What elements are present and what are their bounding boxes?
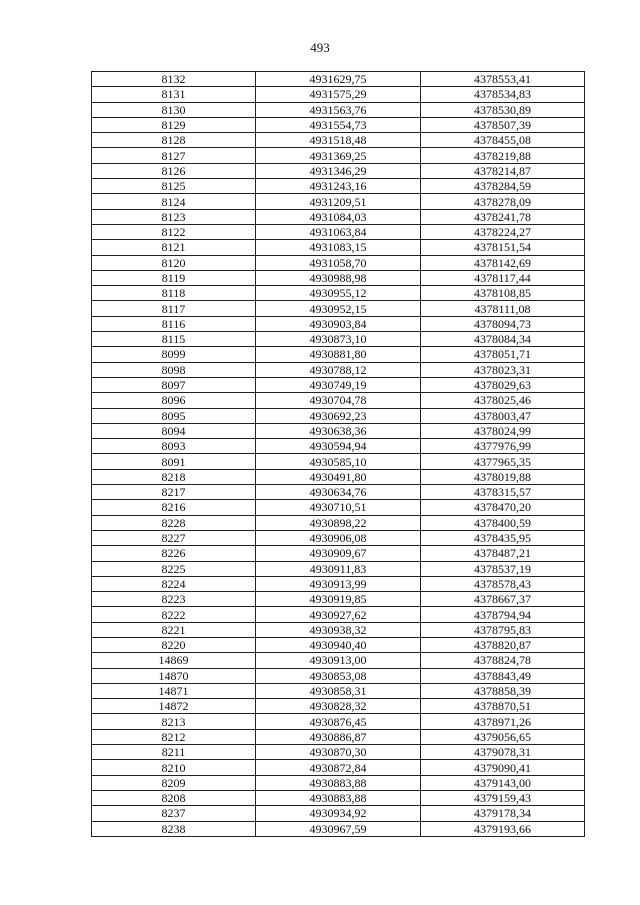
point-number-cell: 8222 — [92, 607, 256, 622]
point-number-cell: 8237 — [92, 806, 256, 821]
x-coordinate-cell: 4930881,80 — [256, 347, 421, 362]
x-coordinate-cell: 4931346,29 — [256, 163, 421, 178]
x-coordinate-cell: 4931209,51 — [256, 194, 421, 209]
point-number-cell: 8118 — [92, 286, 256, 301]
coordinates-table — [91, 71, 585, 837]
table-row — [92, 592, 585, 607]
x-coordinate-cell: 4930952,15 — [256, 301, 421, 316]
point-number-cell: 8225 — [92, 561, 256, 576]
x-coordinate-cell: 4931554,73 — [256, 117, 421, 132]
x-coordinate-cell: 4930909,67 — [256, 546, 421, 561]
x-coordinate-cell: 4930828,32 — [256, 699, 421, 714]
x-coordinate-cell: 4930913,00 — [256, 653, 421, 668]
table-row — [92, 729, 585, 744]
y-coordinate-cell: 4378284,59 — [421, 179, 585, 194]
table-row — [92, 485, 585, 500]
point-number-cell: 8238 — [92, 821, 256, 836]
point-number-cell: 8097 — [92, 377, 256, 392]
y-coordinate-cell: 4379159,43 — [421, 790, 585, 805]
x-coordinate-cell: 4930704,78 — [256, 393, 421, 408]
x-coordinate-cell: 4930913,99 — [256, 576, 421, 591]
x-coordinate-cell: 4930988,98 — [256, 270, 421, 285]
table-row — [92, 439, 585, 454]
table-row — [92, 561, 585, 576]
x-coordinate-cell: 4930927,62 — [256, 607, 421, 622]
point-number-cell: 8091 — [92, 454, 256, 469]
table-row — [92, 515, 585, 530]
y-coordinate-cell: 4377976,99 — [421, 439, 585, 454]
point-number-cell: 8123 — [92, 209, 256, 224]
x-coordinate-cell: 4930585,10 — [256, 454, 421, 469]
table-row — [92, 576, 585, 591]
table-row — [92, 286, 585, 301]
x-coordinate-cell: 4930934,92 — [256, 806, 421, 821]
y-coordinate-cell: 4378025,46 — [421, 393, 585, 408]
y-coordinate-cell: 4378214,87 — [421, 163, 585, 178]
point-number-cell: 8217 — [92, 485, 256, 500]
y-coordinate-cell: 4378534,83 — [421, 87, 585, 102]
point-number-cell: 8124 — [92, 194, 256, 209]
x-coordinate-cell: 4930491,80 — [256, 469, 421, 484]
point-number-cell: 8117 — [92, 301, 256, 316]
table-row — [92, 117, 585, 132]
point-number-cell: 8126 — [92, 163, 256, 178]
point-number-cell: 8132 — [92, 72, 256, 87]
point-number-cell: 8130 — [92, 102, 256, 117]
point-number-cell: 8099 — [92, 347, 256, 362]
y-coordinate-cell: 4378142,69 — [421, 255, 585, 270]
x-coordinate-cell: 4930710,51 — [256, 500, 421, 515]
table-row — [92, 240, 585, 255]
x-coordinate-cell: 4931369,25 — [256, 148, 421, 163]
y-coordinate-cell: 4378870,51 — [421, 699, 585, 714]
point-number-cell: 8210 — [92, 760, 256, 775]
y-coordinate-cell: 4378530,89 — [421, 102, 585, 117]
point-number-cell: 8125 — [92, 179, 256, 194]
table-row — [92, 454, 585, 469]
x-coordinate-cell: 4930898,22 — [256, 515, 421, 530]
point-number-cell: 14869 — [92, 653, 256, 668]
table-row — [92, 255, 585, 270]
point-number-cell: 8224 — [92, 576, 256, 591]
x-coordinate-cell: 4930858,31 — [256, 683, 421, 698]
table-row — [92, 408, 585, 423]
x-coordinate-cell: 4931063,84 — [256, 224, 421, 239]
y-coordinate-cell: 4378224,27 — [421, 224, 585, 239]
y-coordinate-cell: 4378003,47 — [421, 408, 585, 423]
x-coordinate-cell: 4930749,19 — [256, 377, 421, 392]
y-coordinate-cell: 4378315,57 — [421, 485, 585, 500]
table-row — [92, 622, 585, 637]
table-row — [92, 637, 585, 652]
y-coordinate-cell: 4378795,83 — [421, 622, 585, 637]
table-row — [92, 714, 585, 729]
x-coordinate-cell: 4930638,36 — [256, 423, 421, 438]
y-coordinate-cell: 4379143,00 — [421, 775, 585, 790]
point-number-cell: 8220 — [92, 637, 256, 652]
y-coordinate-cell: 4378667,37 — [421, 592, 585, 607]
x-coordinate-cell: 4930940,40 — [256, 637, 421, 652]
table-row — [92, 316, 585, 331]
y-coordinate-cell: 4378820,87 — [421, 637, 585, 652]
y-coordinate-cell: 4378019,88 — [421, 469, 585, 484]
x-coordinate-cell: 4930883,88 — [256, 790, 421, 805]
y-coordinate-cell: 4378843,49 — [421, 668, 585, 683]
y-coordinate-cell: 4378108,85 — [421, 286, 585, 301]
x-coordinate-cell: 4930876,45 — [256, 714, 421, 729]
y-coordinate-cell: 4378151,54 — [421, 240, 585, 255]
x-coordinate-cell: 4931083,15 — [256, 240, 421, 255]
table-row — [92, 301, 585, 316]
point-number-cell: 8228 — [92, 515, 256, 530]
x-coordinate-cell: 4930967,59 — [256, 821, 421, 836]
table-row — [92, 821, 585, 836]
table-row — [92, 209, 585, 224]
x-coordinate-cell: 4930886,87 — [256, 729, 421, 744]
point-number-cell: 8095 — [92, 408, 256, 423]
y-coordinate-cell: 4378435,95 — [421, 530, 585, 545]
point-number-cell: 8211 — [92, 745, 256, 760]
table-row — [92, 469, 585, 484]
x-coordinate-cell: 4931058,70 — [256, 255, 421, 270]
y-coordinate-cell: 4378219,88 — [421, 148, 585, 163]
point-number-cell: 8129 — [92, 117, 256, 132]
y-coordinate-cell: 4378824,78 — [421, 653, 585, 668]
point-number-cell: 8223 — [92, 592, 256, 607]
y-coordinate-cell: 4379090,41 — [421, 760, 585, 775]
point-number-cell: 8227 — [92, 530, 256, 545]
point-number-cell: 8221 — [92, 622, 256, 637]
page-number: 493 — [310, 40, 330, 55]
point-number-cell: 14871 — [92, 683, 256, 698]
x-coordinate-cell: 4930903,84 — [256, 316, 421, 331]
y-coordinate-cell: 4379193,66 — [421, 821, 585, 836]
point-number-cell: 8226 — [92, 546, 256, 561]
y-coordinate-cell: 4378487,21 — [421, 546, 585, 561]
point-number-cell: 8121 — [92, 240, 256, 255]
table-row — [92, 332, 585, 347]
x-coordinate-cell: 4931518,48 — [256, 133, 421, 148]
y-coordinate-cell: 4378278,09 — [421, 194, 585, 209]
y-coordinate-cell: 4379078,31 — [421, 745, 585, 760]
table-row — [92, 133, 585, 148]
table-row — [92, 72, 585, 87]
coordinates-table-body — [92, 72, 585, 837]
table-row — [92, 790, 585, 805]
x-coordinate-cell: 4931243,16 — [256, 179, 421, 194]
table-row — [92, 377, 585, 392]
table-row — [92, 806, 585, 821]
x-coordinate-cell: 4930873,10 — [256, 332, 421, 347]
x-coordinate-cell: 4930634,76 — [256, 485, 421, 500]
point-number-cell: 8115 — [92, 332, 256, 347]
point-number-cell: 8213 — [92, 714, 256, 729]
table-row — [92, 87, 585, 102]
x-coordinate-cell: 4930955,12 — [256, 286, 421, 301]
point-number-cell: 14872 — [92, 699, 256, 714]
table-row — [92, 546, 585, 561]
point-number-cell: 8119 — [92, 270, 256, 285]
table-row — [92, 530, 585, 545]
y-coordinate-cell: 4379178,34 — [421, 806, 585, 821]
x-coordinate-cell: 4930872,84 — [256, 760, 421, 775]
table-row — [92, 683, 585, 698]
y-coordinate-cell: 4378858,39 — [421, 683, 585, 698]
table-row — [92, 607, 585, 622]
table-row — [92, 699, 585, 714]
point-number-cell: 8209 — [92, 775, 256, 790]
point-number-cell: 8127 — [92, 148, 256, 163]
table-row — [92, 179, 585, 194]
y-coordinate-cell: 4378024,99 — [421, 423, 585, 438]
point-number-cell: 8218 — [92, 469, 256, 484]
table-row — [92, 775, 585, 790]
y-coordinate-cell: 4378241,78 — [421, 209, 585, 224]
x-coordinate-cell: 4930938,32 — [256, 622, 421, 637]
x-coordinate-cell: 4930788,12 — [256, 362, 421, 377]
point-number-cell: 8128 — [92, 133, 256, 148]
point-number-cell: 8216 — [92, 500, 256, 515]
table-row — [92, 102, 585, 117]
x-coordinate-cell: 4930911,83 — [256, 561, 421, 576]
x-coordinate-cell: 4931563,76 — [256, 102, 421, 117]
y-coordinate-cell: 4379056,65 — [421, 729, 585, 744]
y-coordinate-cell: 4378023,31 — [421, 362, 585, 377]
y-coordinate-cell: 4378971,26 — [421, 714, 585, 729]
x-coordinate-cell: 4930870,30 — [256, 745, 421, 760]
table-row — [92, 393, 585, 408]
x-coordinate-cell: 4930692,23 — [256, 408, 421, 423]
x-coordinate-cell: 4930594,94 — [256, 439, 421, 454]
table-row — [92, 423, 585, 438]
y-coordinate-cell: 4378400,59 — [421, 515, 585, 530]
table-row — [92, 362, 585, 377]
table-row — [92, 194, 585, 209]
point-number-cell: 8122 — [92, 224, 256, 239]
x-coordinate-cell: 4930883,88 — [256, 775, 421, 790]
point-number-cell: 14870 — [92, 668, 256, 683]
y-coordinate-cell: 4378029,63 — [421, 377, 585, 392]
table-row — [92, 148, 585, 163]
point-number-cell: 8093 — [92, 439, 256, 454]
y-coordinate-cell: 4378051,71 — [421, 347, 585, 362]
y-coordinate-cell: 4378553,41 — [421, 72, 585, 87]
y-coordinate-cell: 4378507,39 — [421, 117, 585, 132]
point-number-cell: 8131 — [92, 87, 256, 102]
table-row — [92, 653, 585, 668]
point-number-cell: 8096 — [92, 393, 256, 408]
y-coordinate-cell: 4378084,34 — [421, 332, 585, 347]
y-coordinate-cell: 4378455,08 — [421, 133, 585, 148]
x-coordinate-cell: 4930919,85 — [256, 592, 421, 607]
x-coordinate-cell: 4931629,75 — [256, 72, 421, 87]
y-coordinate-cell: 4378117,44 — [421, 270, 585, 285]
table-row — [92, 745, 585, 760]
x-coordinate-cell: 4930906,08 — [256, 530, 421, 545]
point-number-cell: 8098 — [92, 362, 256, 377]
y-coordinate-cell: 4378470,20 — [421, 500, 585, 515]
y-coordinate-cell: 4377965,35 — [421, 454, 585, 469]
table-row — [92, 500, 585, 515]
table-row — [92, 270, 585, 285]
y-coordinate-cell: 4378794,94 — [421, 607, 585, 622]
y-coordinate-cell: 4378578,43 — [421, 576, 585, 591]
point-number-cell: 8094 — [92, 423, 256, 438]
y-coordinate-cell: 4378537,19 — [421, 561, 585, 576]
table-row — [92, 668, 585, 683]
x-coordinate-cell: 4931084,03 — [256, 209, 421, 224]
x-coordinate-cell: 4931575,29 — [256, 87, 421, 102]
point-number-cell: 8208 — [92, 790, 256, 805]
table-row — [92, 347, 585, 362]
y-coordinate-cell: 4378094,73 — [421, 316, 585, 331]
point-number-cell: 8116 — [92, 316, 256, 331]
x-coordinate-cell: 4930853,08 — [256, 668, 421, 683]
table-row — [92, 224, 585, 239]
y-coordinate-cell: 4378111,08 — [421, 301, 585, 316]
point-number-cell: 8212 — [92, 729, 256, 744]
table-row — [92, 163, 585, 178]
point-number-cell: 8120 — [92, 255, 256, 270]
table-row — [92, 760, 585, 775]
